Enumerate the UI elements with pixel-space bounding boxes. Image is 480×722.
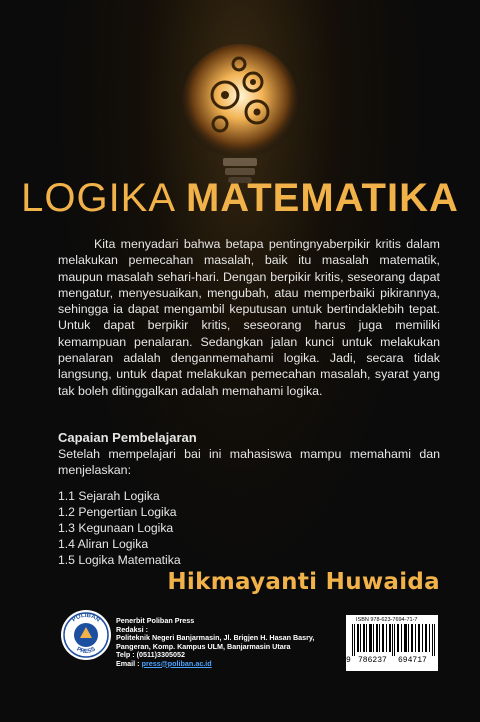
isbn-text: ISBN 978-623-7694-71-7 (356, 617, 418, 623)
telp: Telp : (0511)3305052 (116, 650, 185, 659)
author-name: Hikmayanti Huwaida (167, 569, 440, 595)
capaian-intro: Setelah mempelajari bai ini mahasiswa mampu memahami dan menjelaskan: (58, 447, 440, 478)
logo-text-bottom: PRESS (75, 646, 97, 656)
email-link[interactable]: press@poliban.ac.id (141, 658, 212, 668)
list-item: 1.1 Sejarah Logika (58, 489, 160, 503)
description-text: Kita menyadari bahwa betapa pentingnyaberpikir kritis dalam melakukan pemecahan masalah, baik itu masalah matematik, maupun masalah sehari-hari. Dengan berpikir kritis, seseorang dapat mengatur, menyesuaikan, mengubah, atau memperbaiki pikirannya, sehingga ia dapat mengambil keputusan untuk bertindaklebih tepat. Untuk dapat berpikir kritis, seseorang harus juga memiliki kemampuan penalaran. Sedangkan jalan kunci untuk melakukan penalaran adalah denganmemahami logika. Jadi, secara tidak langsung, untuk dapat melakukan pemecahan masalah, syarat yang tak boleh ditinggalkan adalah memahami logika. (58, 237, 440, 398)
publisher-info (116, 617, 314, 668)
list-item: 1.4 Aliran Logika (58, 537, 149, 551)
book-title (0, 176, 480, 221)
capaian-heading: Capaian Pembelajaran (58, 430, 197, 445)
logo-text-top: POLIBAN (71, 612, 101, 624)
publisher-name: Penerbit Poliban Press (116, 616, 195, 625)
title-part-matematika: MATEMATIKA (185, 176, 459, 220)
barcode-group-3: 694717 (398, 656, 427, 665)
email-label: Email : (116, 658, 142, 668)
address-line-2: Pangeran, Komp. Kampus ULM, Banjarmasin Utara (116, 641, 291, 651)
description-paragraph (58, 236, 440, 399)
list-item: 1.2 Pengertian Logika (58, 505, 177, 519)
poliban-press-logo (58, 607, 114, 663)
title-part-logika: LOGIKA (21, 176, 174, 220)
barcode-digit-1: 9 (346, 656, 351, 665)
email-row (116, 660, 314, 669)
learning-outcomes-list (58, 488, 181, 568)
redaksi-label: Redaksi : (116, 624, 148, 634)
barcode-icon (352, 624, 436, 656)
barcode-group-2: 786237 (358, 656, 387, 665)
address-line-1: Politeknik Negeri Banjarmasin, Jl. Brigjen H. Hasan Basry, (116, 633, 315, 642)
list-item: 1.5 Logika Matematika (58, 553, 181, 567)
list-item: 1.3 Kegunaan Logika (58, 521, 174, 535)
